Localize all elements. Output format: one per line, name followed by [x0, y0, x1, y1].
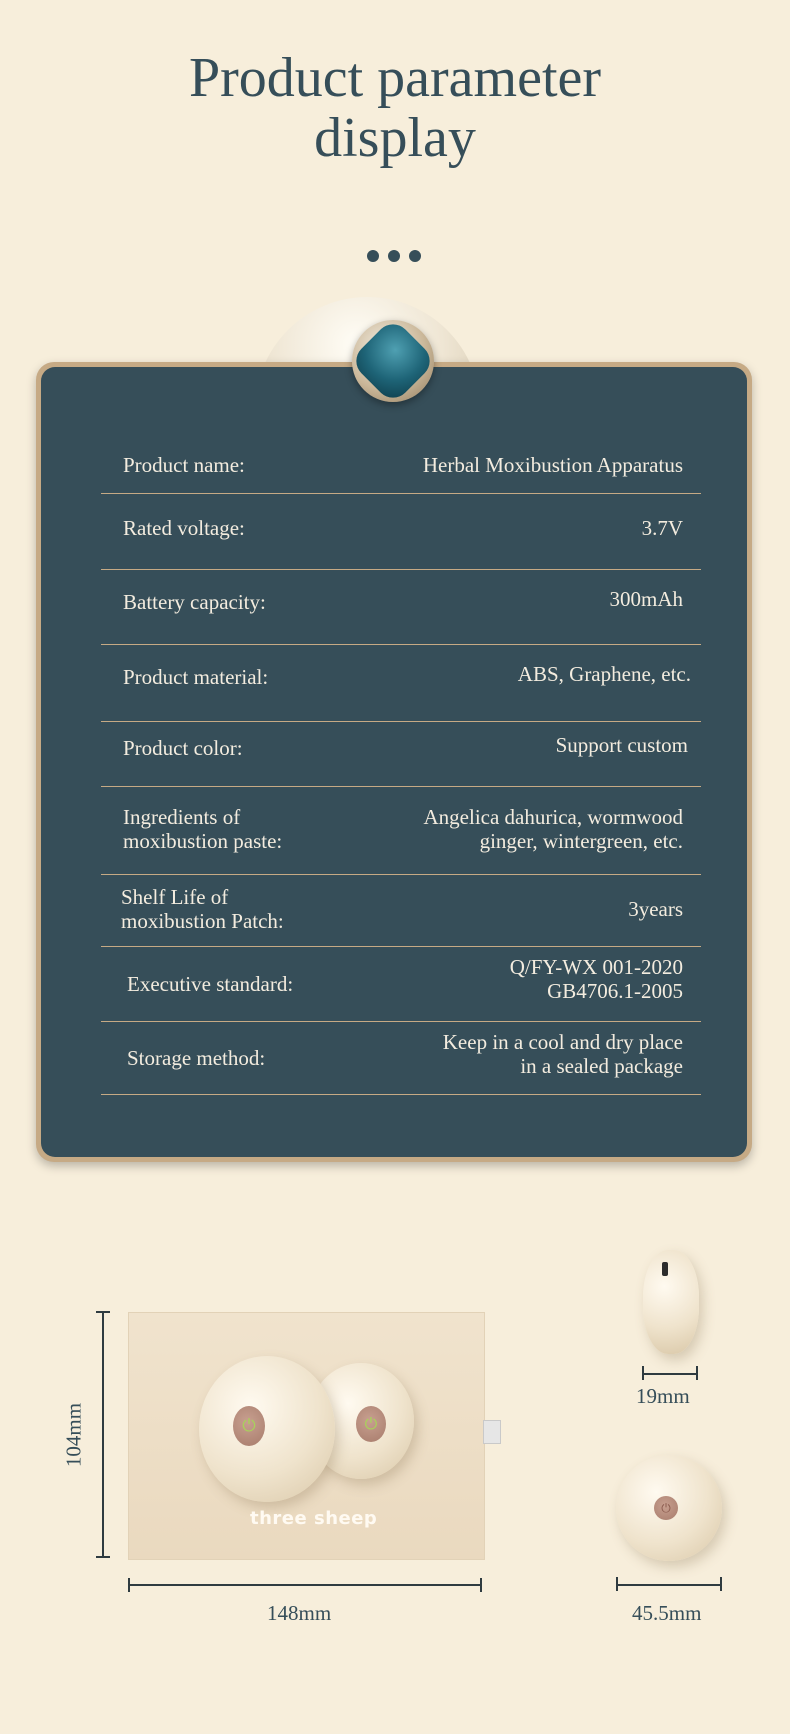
device-side-view: [643, 1250, 699, 1354]
param-value-line: ginger, wintergreen, etc.: [479, 829, 683, 853]
param-value: ABS, Graphene, etc.: [517, 662, 691, 686]
param-value: [424, 805, 684, 853]
dimension-tick: [96, 1311, 110, 1313]
usb-port-icon: [662, 1262, 668, 1276]
param-value-line: Keep in a cool and dry place: [442, 1030, 683, 1054]
param-value: [510, 955, 683, 1003]
param-label: Battery capacity:: [123, 590, 266, 614]
param-row-color: [101, 722, 701, 787]
param-label: [123, 805, 282, 853]
dimension-tick: [642, 1366, 644, 1380]
param-label-line: Ingredients of: [123, 805, 241, 829]
param-value: Support custom: [555, 733, 688, 757]
dimension-tick: [96, 1556, 110, 1558]
ellipsis-dots: [367, 250, 421, 262]
param-value-line: Angelica dahurica, wormwood: [423, 805, 683, 829]
box-height-label: 104mm: [61, 1402, 86, 1468]
device-pad-large: [199, 1356, 335, 1502]
dimension-tick: [480, 1578, 482, 1592]
dimension-tick: [128, 1578, 130, 1592]
param-value-line: Q/FY-WX 001-2020: [509, 955, 683, 979]
param-label: Product material:: [123, 665, 269, 689]
dimension-tick: [696, 1366, 698, 1380]
dimension-line-vertical: [102, 1312, 104, 1558]
param-label-line: moxibustion Patch:: [121, 909, 284, 933]
dimension-line-horizontal: [642, 1373, 698, 1375]
param-label: Product name:: [123, 453, 245, 477]
power-icon: ⏻: [654, 1496, 678, 1520]
box-width-label: 148mm: [267, 1601, 332, 1625]
param-label: Product color:: [123, 736, 243, 760]
param-value: [443, 1030, 683, 1078]
dimension-line-horizontal: [616, 1584, 722, 1586]
param-row-battery: [101, 570, 701, 645]
device-diameter-label: 45.5mm: [632, 1601, 702, 1625]
dimension-tick: [720, 1577, 722, 1591]
param-label: Rated voltage:: [123, 516, 245, 540]
page-title-line2: display: [314, 107, 476, 169]
dimension-tick: [616, 1577, 618, 1591]
param-value: 300mAh: [609, 587, 683, 611]
param-label: Executive standard:: [127, 972, 294, 996]
param-row-standard: [101, 947, 701, 1022]
page-title-line1: Product parameter: [188, 47, 602, 109]
param-value-line: in a sealed package: [520, 1054, 683, 1078]
param-value: Herbal Moxibustion Apparatus: [422, 453, 683, 477]
power-icon: ⏻: [233, 1406, 265, 1446]
param-row-shelf-life: [101, 875, 701, 947]
param-value-line: GB4706.1-2005: [547, 979, 683, 1003]
param-label: [121, 885, 284, 933]
page-title: [0, 48, 790, 168]
parameter-panel: [36, 362, 752, 1162]
param-label: Storage method:: [127, 1046, 266, 1070]
param-row-name: [101, 445, 701, 494]
brand-logo: three sheep: [250, 1508, 378, 1529]
usb-cable-image: [483, 1420, 501, 1444]
param-value: 3years: [628, 897, 683, 921]
power-icon: ⏻: [356, 1406, 386, 1442]
param-row-ingredients: [101, 787, 701, 875]
param-row-voltage: [101, 494, 701, 570]
param-value: 3.7V: [641, 516, 683, 540]
param-row-storage: [101, 1022, 701, 1095]
param-label-line: moxibustion paste:: [123, 829, 283, 853]
dimension-line-horizontal: [128, 1584, 482, 1586]
param-label-line: Shelf Life of: [121, 885, 229, 909]
device-thickness-label: 19mm: [636, 1384, 690, 1408]
param-row-material: [101, 645, 701, 722]
